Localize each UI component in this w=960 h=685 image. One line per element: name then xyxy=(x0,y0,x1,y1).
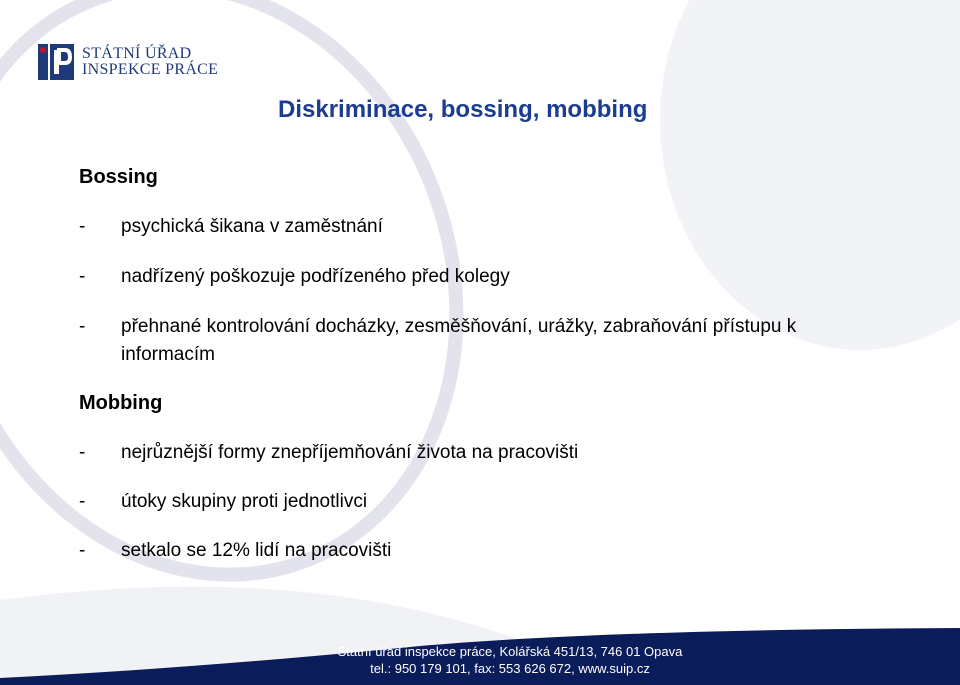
logo-line-2: INSPEKCE PRÁCE xyxy=(82,61,219,78)
bullet-dash: - xyxy=(79,316,86,337)
suip-logo-icon xyxy=(38,42,74,82)
list-item-text: přehnané kontrolování docházky, zesměšňování, urážky, zabraňování přístupu k informacím xyxy=(121,316,797,365)
bullet-dash: - xyxy=(79,216,86,237)
footer-phone: tel.: 950 179 101, fax: 553 626 672, www.suip.cz xyxy=(370,661,650,676)
bullet-dash: - xyxy=(79,491,86,512)
bullet-dash: - xyxy=(79,540,86,561)
list-item-text: psychická šikana v zaměstnání xyxy=(121,216,383,237)
logo xyxy=(38,41,218,83)
list-item-text: nejrůznější formy znepříjemňování života na pracovišti xyxy=(121,442,579,463)
list-item-text: setkalo se 12% lidí na pracovišti xyxy=(121,540,392,561)
section-heading-bossing: Bossing xyxy=(79,166,158,188)
list-item-text: útoky skupiny proti jednotlivci xyxy=(121,491,368,512)
footer-address: Státní úřad inspekce práce, Kolářská 451/13, 746 01 Opava xyxy=(337,644,683,659)
slide-title: Diskriminace, bossing, mobbing xyxy=(278,96,648,123)
list-item-text: nadřízený poškozuje podřízeného před kolegy xyxy=(121,266,510,287)
bullet-dash: - xyxy=(79,442,86,463)
footer-contact xyxy=(290,643,730,677)
section-heading-mobbing: Mobbing xyxy=(79,392,163,414)
bullet-dash: - xyxy=(79,266,86,287)
logo-line-1: STÁTNÍ ÚŘAD xyxy=(82,45,192,62)
